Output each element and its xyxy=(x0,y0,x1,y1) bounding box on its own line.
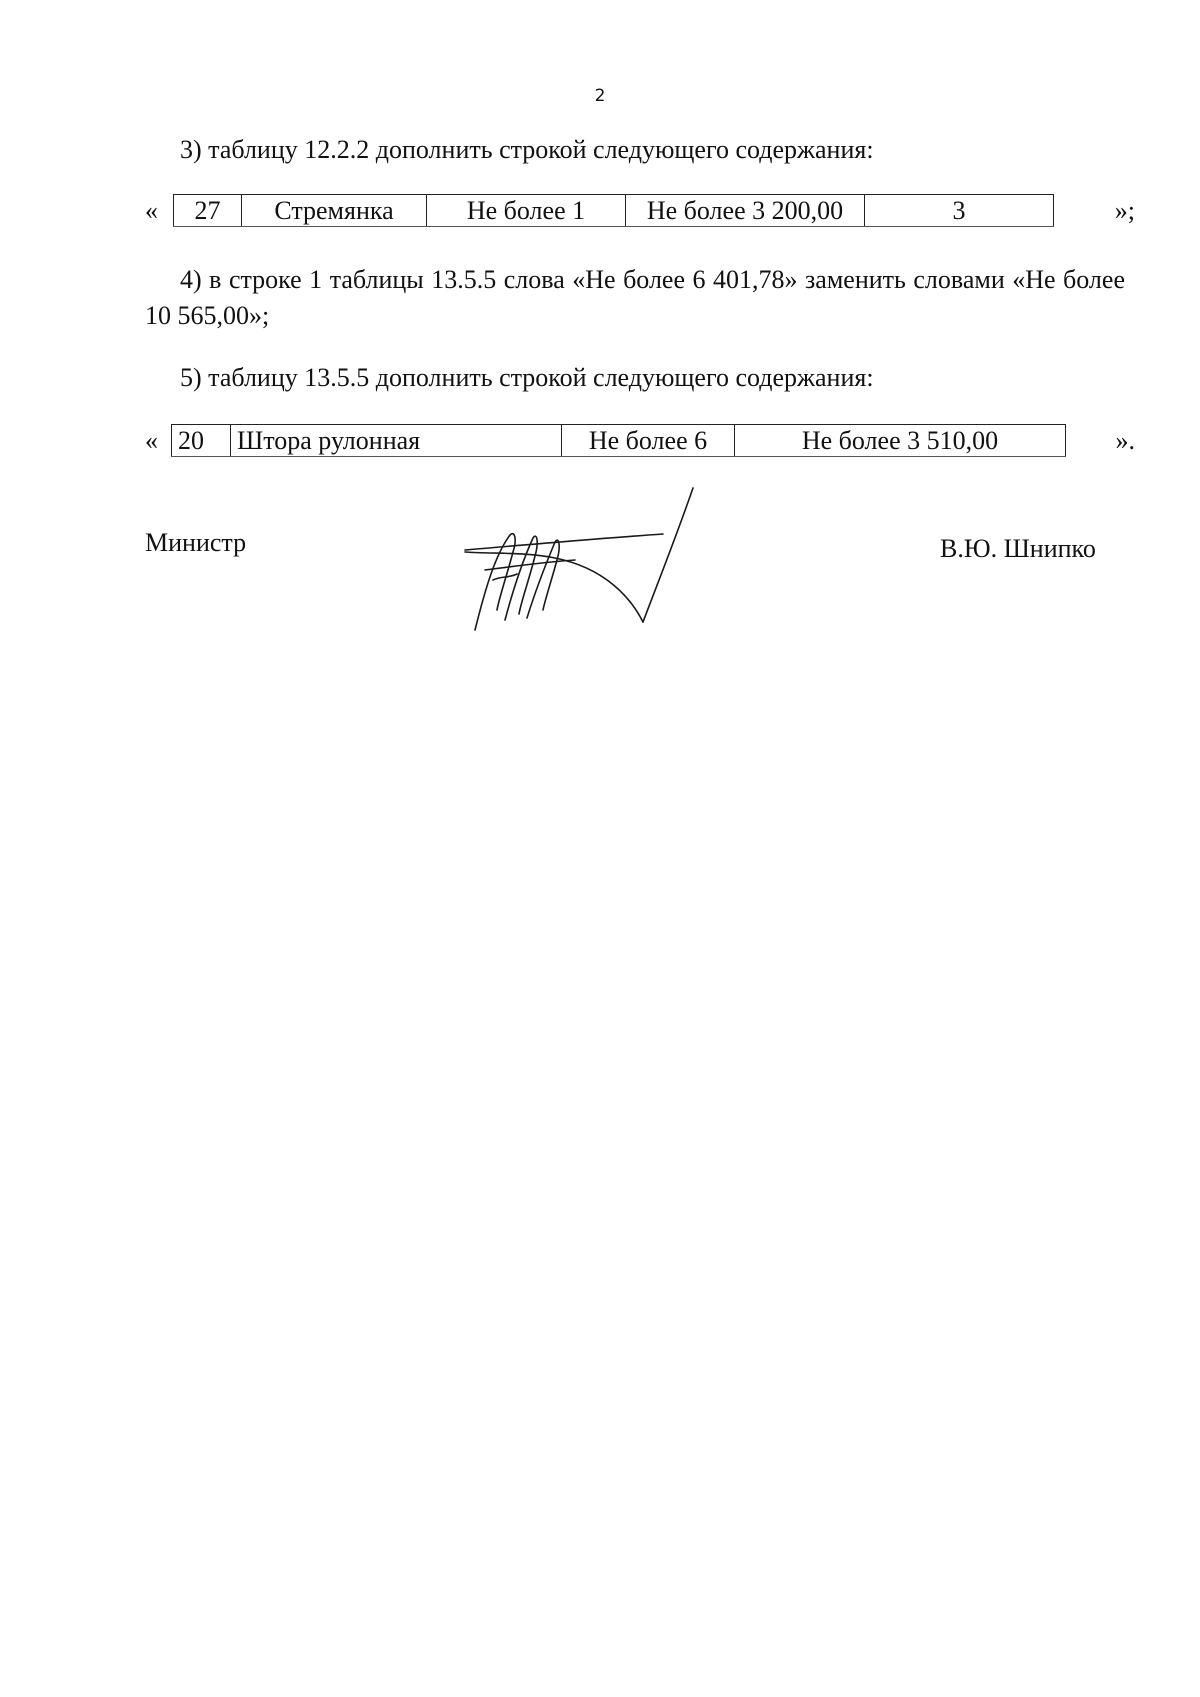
item-4-paragraph xyxy=(145,262,1125,334)
signatory-title: Министр xyxy=(145,528,247,557)
open-quote: « xyxy=(145,426,158,455)
cell-price: Не более 3 200,00 xyxy=(626,195,865,227)
signature-block xyxy=(0,520,1200,620)
cell-price: Не более 3 510,00 xyxy=(735,425,1066,457)
cell-quantity: Не более 1 xyxy=(427,195,626,227)
table-row xyxy=(171,424,1066,457)
cell-number: 27 xyxy=(174,195,242,227)
item-3-paragraph xyxy=(145,132,1125,168)
signatory-name: В.Ю. Шнипко xyxy=(940,534,1096,563)
item-4-text: 4) в строке 1 таблицы 13.5.5 слова «Не более 6 401,78» заменить словами «Не более 10 565,00»; xyxy=(145,265,1125,330)
cell-name: Штора рулонная xyxy=(231,425,562,457)
close-quote: »; xyxy=(1114,196,1135,225)
page-number: 2 xyxy=(594,86,606,106)
item-3-text: 3) таблицу 12.2.2 дополнить строкой следующего содержания: xyxy=(180,135,874,164)
item-5-paragraph xyxy=(145,360,1125,396)
item-5-text: 5) таблицу 13.5.5 дополнить строкой следующего содержания: xyxy=(180,363,874,392)
cell-number: 20 xyxy=(172,425,231,457)
inserted-row-12-2-2 xyxy=(145,194,1135,230)
cell-quantity: Не более 6 xyxy=(562,425,735,457)
table-row xyxy=(173,194,1054,227)
cell-name: Стремянка xyxy=(242,195,427,227)
handwritten-signature xyxy=(455,480,715,640)
inserted-row-13-5-5 xyxy=(145,424,1135,460)
open-quote: « xyxy=(145,196,158,225)
cell-term: 3 xyxy=(865,195,1054,227)
close-quote: ». xyxy=(1115,426,1135,455)
